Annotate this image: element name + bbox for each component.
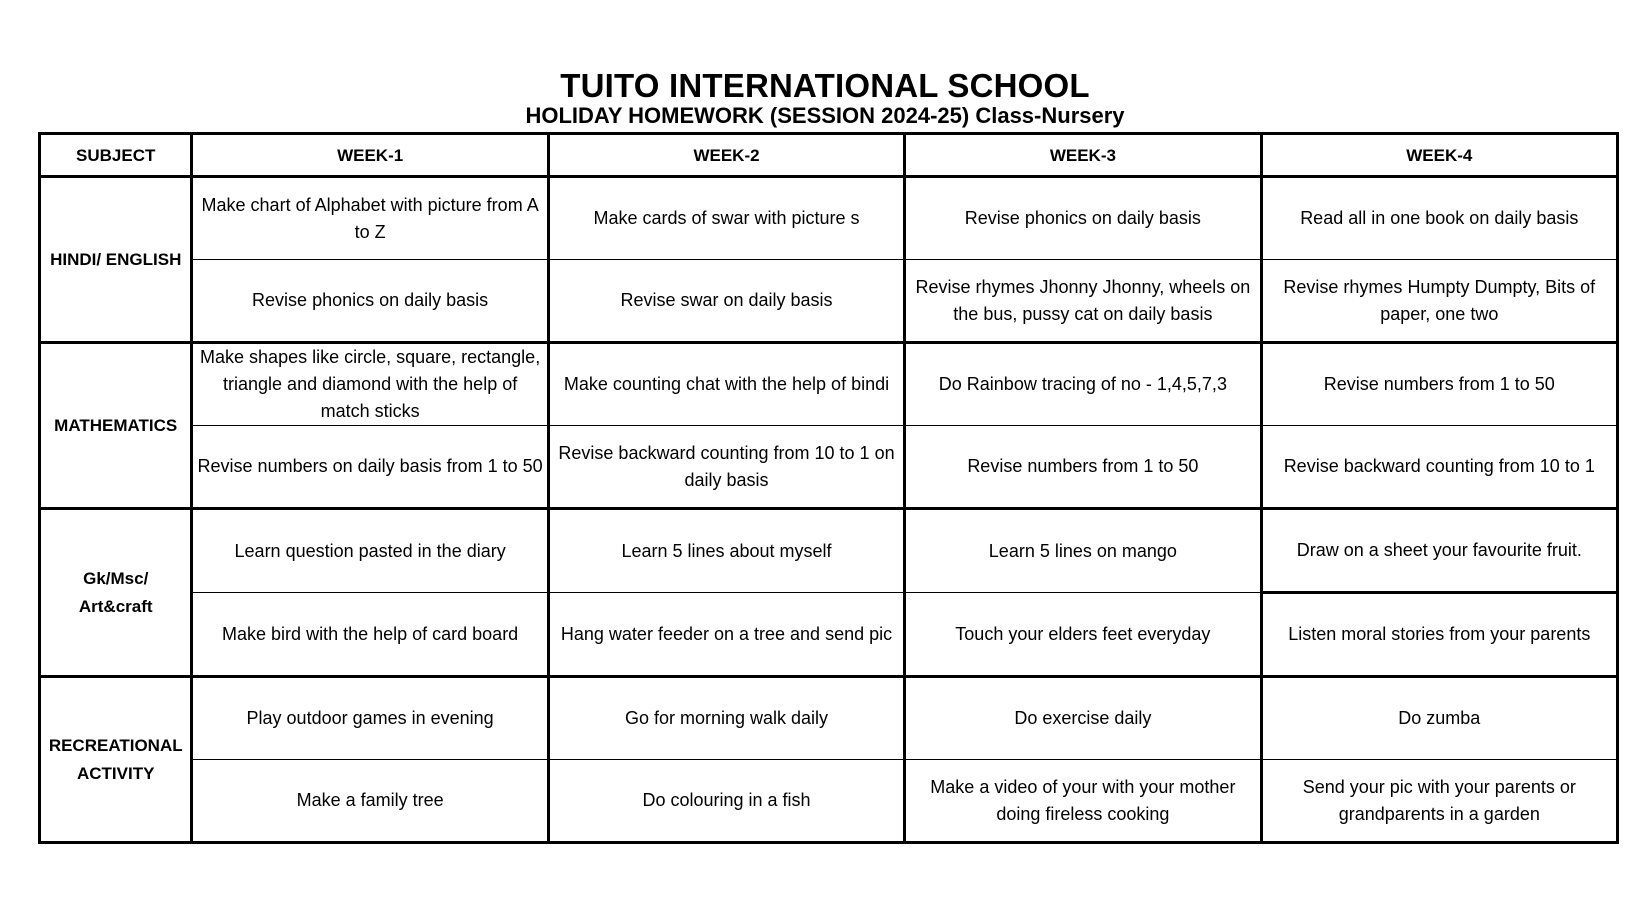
task-cell: Revise rhymes Jhonny Jhonny, wheels on the bus, pussy cat on daily basis bbox=[905, 260, 1261, 343]
task-cell: Draw on a sheet your favourite fruit. bbox=[1261, 509, 1617, 593]
table-row bbox=[40, 509, 1618, 593]
task-cell: Do Rainbow tracing of no - 1,4,5,7,3 bbox=[905, 343, 1261, 426]
header-week-4: WEEK-4 bbox=[1261, 134, 1617, 177]
header-subject: SUBJECT bbox=[40, 134, 192, 177]
table-header-row bbox=[40, 134, 1618, 177]
task-cell: Revise numbers from 1 to 50 bbox=[1261, 343, 1617, 426]
task-cell: Revise numbers on daily basis from 1 to 50 bbox=[192, 426, 548, 509]
task-cell: Read all in one book on daily basis bbox=[1261, 177, 1617, 260]
task-cell: Revise numbers from 1 to 50 bbox=[905, 426, 1261, 509]
task-cell: Listen moral stories from your parents bbox=[1261, 593, 1617, 677]
task-cell: Revise swar on daily basis bbox=[548, 260, 904, 343]
header-week-3: WEEK-3 bbox=[905, 134, 1261, 177]
table-row bbox=[40, 677, 1618, 760]
table-row bbox=[40, 593, 1618, 677]
table-row bbox=[40, 760, 1618, 843]
subject-cell: RECREATIONAL ACTIVITY bbox=[40, 677, 192, 843]
task-cell: Revise phonics on daily basis bbox=[905, 177, 1261, 260]
subject-cell: Gk/Msc/ Art&craft bbox=[40, 509, 192, 677]
task-cell: Revise rhymes Humpty Dumpty, Bits of paper, one two bbox=[1261, 260, 1617, 343]
task-cell: Send your pic with your parents or grandparents in a garden bbox=[1261, 760, 1617, 843]
task-cell: Make cards of swar with picture s bbox=[548, 177, 904, 260]
table-row bbox=[40, 426, 1618, 509]
task-cell: Make shapes like circle, square, rectangle, triangle and diamond with the help of match sticks bbox=[192, 343, 548, 426]
task-cell: Hang water feeder on a tree and send pic bbox=[548, 593, 904, 677]
task-cell: Do exercise daily bbox=[905, 677, 1261, 760]
task-cell: Make a video of your with your mother doing fireless cooking bbox=[905, 760, 1261, 843]
task-cell: Revise backward counting from 10 to 1 bbox=[1261, 426, 1617, 509]
school-title: TUITO INTERNATIONAL SCHOOL bbox=[560, 67, 1090, 104]
task-cell: Touch your elders feet everyday bbox=[905, 593, 1261, 677]
task-cell: Learn 5 lines about myself bbox=[548, 509, 904, 593]
task-cell: Make chart of Alphabet with picture from A to Z bbox=[192, 177, 548, 260]
task-cell: Do zumba bbox=[1261, 677, 1617, 760]
header-week-2: WEEK-2 bbox=[548, 134, 904, 177]
task-cell: Go for morning walk daily bbox=[548, 677, 904, 760]
subject-cell: MATHEMATICS bbox=[40, 343, 192, 509]
task-cell: Do colouring in a fish bbox=[548, 760, 904, 843]
task-cell: Revise backward counting from 10 to 1 on daily basis bbox=[548, 426, 904, 509]
task-cell: Revise phonics on daily basis bbox=[192, 260, 548, 343]
homework-table bbox=[38, 132, 1619, 844]
table-row bbox=[40, 343, 1618, 426]
task-cell: Learn 5 lines on mango bbox=[905, 509, 1261, 593]
task-cell: Play outdoor games in evening bbox=[192, 677, 548, 760]
task-cell: Make bird with the help of card board bbox=[192, 593, 548, 677]
task-cell: Make a family tree bbox=[192, 760, 548, 843]
homework-subtitle: HOLIDAY HOMEWORK (SESSION 2024-25) Class-Nursery bbox=[525, 103, 1125, 128]
table-row bbox=[40, 177, 1618, 260]
subject-cell: HINDI/ ENGLISH bbox=[40, 177, 192, 343]
table-row bbox=[40, 260, 1618, 343]
task-cell: Learn question pasted in the diary bbox=[192, 509, 548, 593]
header-week-1: WEEK-1 bbox=[192, 134, 548, 177]
task-cell: Make counting chat with the help of bindi bbox=[548, 343, 904, 426]
